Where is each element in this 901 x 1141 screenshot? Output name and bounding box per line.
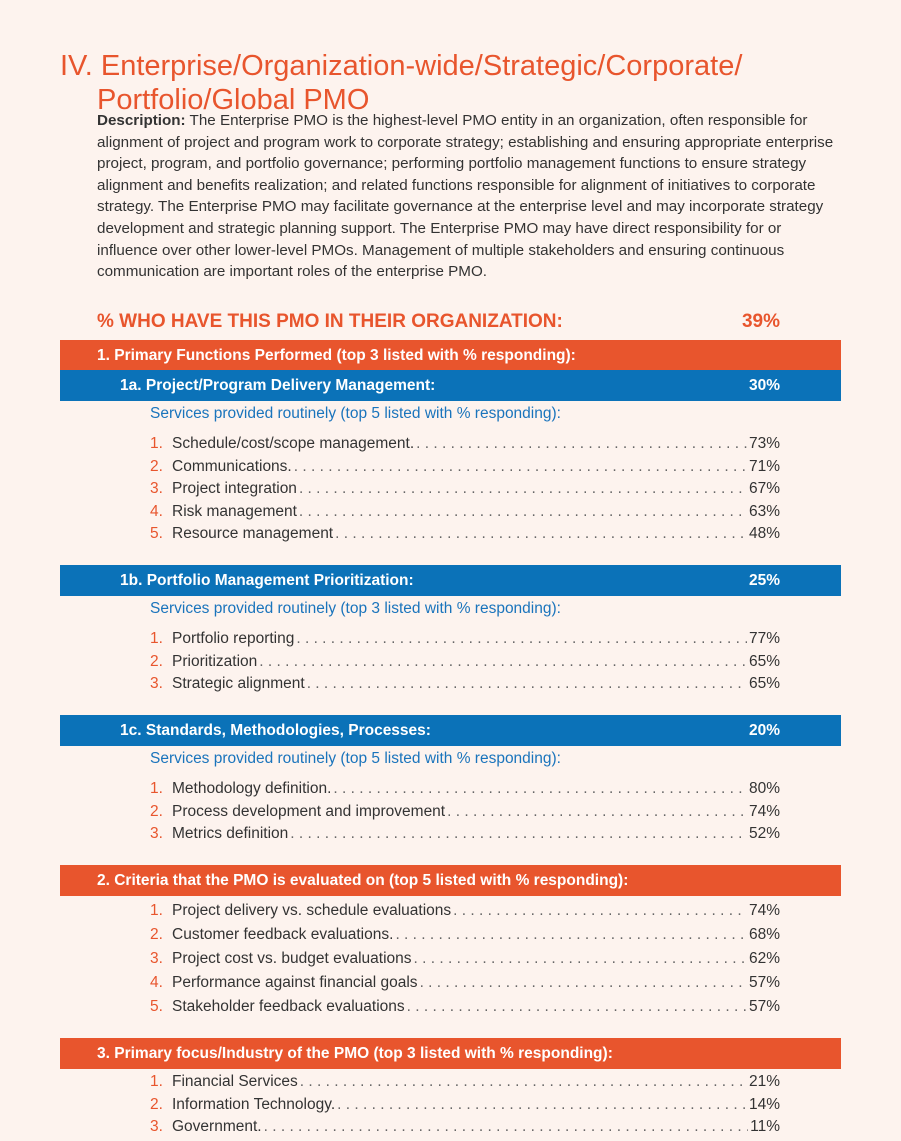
- section-2-list: [150, 902, 780, 1022]
- item-label: Government.: [172, 1118, 262, 1135]
- leader-dots: [395, 926, 747, 944]
- description: [97, 110, 842, 283]
- item-number: 1.: [150, 780, 163, 797]
- item-number: 2.: [150, 926, 163, 943]
- item-label: Resource management: [172, 525, 334, 542]
- list-item: [150, 675, 780, 698]
- section-3-header: [60, 1038, 841, 1069]
- section-1a-list: [150, 435, 780, 548]
- section-1a-header: [60, 370, 841, 401]
- leader-dots: [264, 1118, 749, 1136]
- page-title-line-2: Portfolio/Global PMO: [97, 84, 370, 117]
- leader-dots: [447, 803, 747, 821]
- item-value: 11%: [750, 1118, 780, 1135]
- item-number: 2.: [150, 802, 163, 820]
- section-2-header: [60, 865, 841, 896]
- item-value: 68%: [748, 926, 780, 943]
- item-value: 71%: [748, 457, 780, 475]
- list-item: [150, 825, 780, 848]
- list-item: [150, 653, 780, 676]
- item-value: 80%: [748, 780, 780, 797]
- leader-dots: [296, 630, 747, 648]
- leader-dots: [420, 974, 747, 992]
- pmo-percent-label: % WHO HAVE THIS PMO IN THEIR ORGANIZATION:: [97, 311, 563, 332]
- item-number: 3.: [150, 1118, 163, 1135]
- leader-dots: [337, 1096, 747, 1114]
- section-1-header: [60, 340, 841, 371]
- list-item: [150, 480, 780, 503]
- list-item: [150, 525, 780, 548]
- item-label: Performance against financial goals: [172, 974, 418, 991]
- item-label: Schedule/cost/scope management.: [172, 435, 415, 452]
- section-1-title: 1. Primary Functions Performed (top 3 listed with % responding):: [97, 346, 576, 364]
- leader-dots: [335, 525, 747, 543]
- leader-dots: [290, 825, 747, 843]
- list-item: [150, 780, 780, 803]
- item-value: 48%: [748, 525, 780, 542]
- section-2-title: 2. Criteria that the PMO is evaluated on (top 5 listed with % responding):: [97, 871, 629, 889]
- list-item: [150, 998, 780, 1022]
- leader-dots: [294, 458, 747, 476]
- item-label: Communications.: [172, 457, 292, 475]
- leader-dots: [416, 435, 747, 453]
- item-label: Methodology definition.: [172, 780, 332, 797]
- item-value: 65%: [748, 675, 780, 692]
- item-number: 3.: [150, 480, 163, 497]
- item-label: Customer feedback evaluations.: [172, 926, 394, 943]
- item-label: Process development and improvement: [172, 802, 446, 820]
- item-value: 52%: [748, 825, 780, 842]
- item-label: Project integration: [172, 480, 297, 497]
- list-item: [150, 1118, 780, 1141]
- list-item: [150, 803, 780, 826]
- description-text: The Enterprise PMO is the highest-level PMO entity in an organization, often responsible for alignment of project and program work to corporate strategy; establishing and ensuring appropriate enterprise project, program, and portfolio governance; performing portfolio management functions to ensure strategy alignment and benefits realization; and related functions responsible for alignment of initiatives to corporate strategy. The Enterprise PMO may facilitate governance at the enterprise level and may incorporate strategy development and strategic planning support. The Enterprise PMO may have direct responsibility for or influence over other lower-level PMOs. Management of multiple stakeholders and ensuring continuous communication are important roles of the enterprise PMO.: [97, 112, 834, 281]
- leader-dots: [453, 902, 747, 920]
- item-value: 14%: [748, 1095, 780, 1113]
- list-item: [150, 630, 780, 653]
- pmo-percent-row: [97, 311, 780, 333]
- item-label: Project delivery vs. schedule evaluations: [172, 902, 452, 919]
- section-1c-services-label: Services provided routinely (top 5 listed with % responding):: [150, 750, 561, 767]
- section-1c-list: [150, 780, 780, 848]
- item-label: Information Technology.: [172, 1095, 336, 1113]
- section-1a-value: 30%: [748, 376, 780, 394]
- item-number: 2.: [150, 1095, 163, 1113]
- item-value: 77%: [748, 630, 780, 647]
- section-3-title: 3. Primary focus/Industry of the PMO (top 3 listed with % responding):: [97, 1044, 613, 1062]
- item-value: 67%: [748, 480, 780, 497]
- list-item: [150, 950, 780, 974]
- item-number: 2.: [150, 652, 163, 670]
- item-label: Strategic alignment: [172, 675, 305, 692]
- leader-dots: [300, 1073, 747, 1091]
- section-1c-title: 1c. Standards, Methodologies, Processes:: [120, 721, 431, 739]
- section-1a-services-label: Services provided routinely (top 5 listed with % responding):: [150, 405, 561, 422]
- section-1b-header: [60, 565, 841, 596]
- section-3-list: [150, 1073, 780, 1141]
- item-number: 2.: [150, 457, 163, 475]
- section-1b-title: 1b. Portfolio Management Prioritization:: [120, 571, 414, 589]
- list-item: [150, 974, 780, 998]
- leader-dots: [299, 503, 747, 521]
- item-label: Project cost vs. budget evaluations: [172, 950, 412, 967]
- item-number: 4.: [150, 974, 163, 991]
- list-item: [150, 1096, 780, 1119]
- item-number: 4.: [150, 502, 163, 520]
- section-1b-services-label: Services provided routinely (top 3 listed with % responding):: [150, 600, 561, 617]
- item-number: 5.: [150, 998, 163, 1015]
- item-number: 1.: [150, 1073, 163, 1090]
- item-value: 74%: [748, 902, 780, 919]
- item-label: Stakeholder feedback evaluations: [172, 998, 405, 1015]
- leader-dots: [407, 998, 747, 1016]
- item-value: 73%: [748, 435, 780, 452]
- section-1a-title: 1a. Project/Program Delivery Management:: [120, 376, 436, 394]
- pmo-percent-value: 39%: [741, 311, 780, 332]
- list-item: [150, 458, 780, 481]
- leader-dots: [333, 780, 747, 798]
- list-item: [150, 503, 780, 526]
- list-item: [150, 902, 780, 926]
- section-1c-header: [60, 715, 841, 746]
- leader-dots: [307, 675, 747, 693]
- item-label: Portfolio reporting: [172, 630, 295, 647]
- item-label: Metrics definition: [172, 825, 289, 842]
- section-1b-value: 25%: [748, 571, 780, 589]
- item-value: 62%: [748, 950, 780, 967]
- section-1b-list: [150, 630, 780, 698]
- item-number: 1.: [150, 630, 163, 647]
- list-item: [150, 926, 780, 950]
- item-number: 3.: [150, 825, 163, 842]
- item-value: 74%: [748, 802, 780, 820]
- item-number: 5.: [150, 525, 163, 542]
- item-value: 21%: [748, 1073, 780, 1090]
- list-item: [150, 1073, 780, 1096]
- item-label: Risk management: [172, 502, 297, 520]
- item-value: 63%: [748, 502, 780, 520]
- page-title: [60, 49, 860, 117]
- item-label: Prioritization: [172, 652, 258, 670]
- item-value: 57%: [748, 998, 780, 1015]
- leader-dots: [259, 653, 747, 671]
- item-number: 1.: [150, 435, 163, 452]
- item-number: 3.: [150, 950, 163, 967]
- page-title-line-1: IV. Enterprise/Organization-wide/Strategic/Corporate/: [60, 50, 743, 83]
- list-item: [150, 435, 780, 458]
- leader-dots: [299, 480, 747, 498]
- item-number: 1.: [150, 902, 163, 919]
- item-value: 65%: [748, 652, 780, 670]
- section-1c-value: 20%: [748, 721, 780, 739]
- leader-dots: [414, 950, 747, 968]
- item-value: 57%: [748, 974, 780, 991]
- description-label: Description:: [97, 112, 186, 129]
- item-number: 3.: [150, 675, 163, 692]
- item-label: Financial Services: [172, 1073, 298, 1090]
